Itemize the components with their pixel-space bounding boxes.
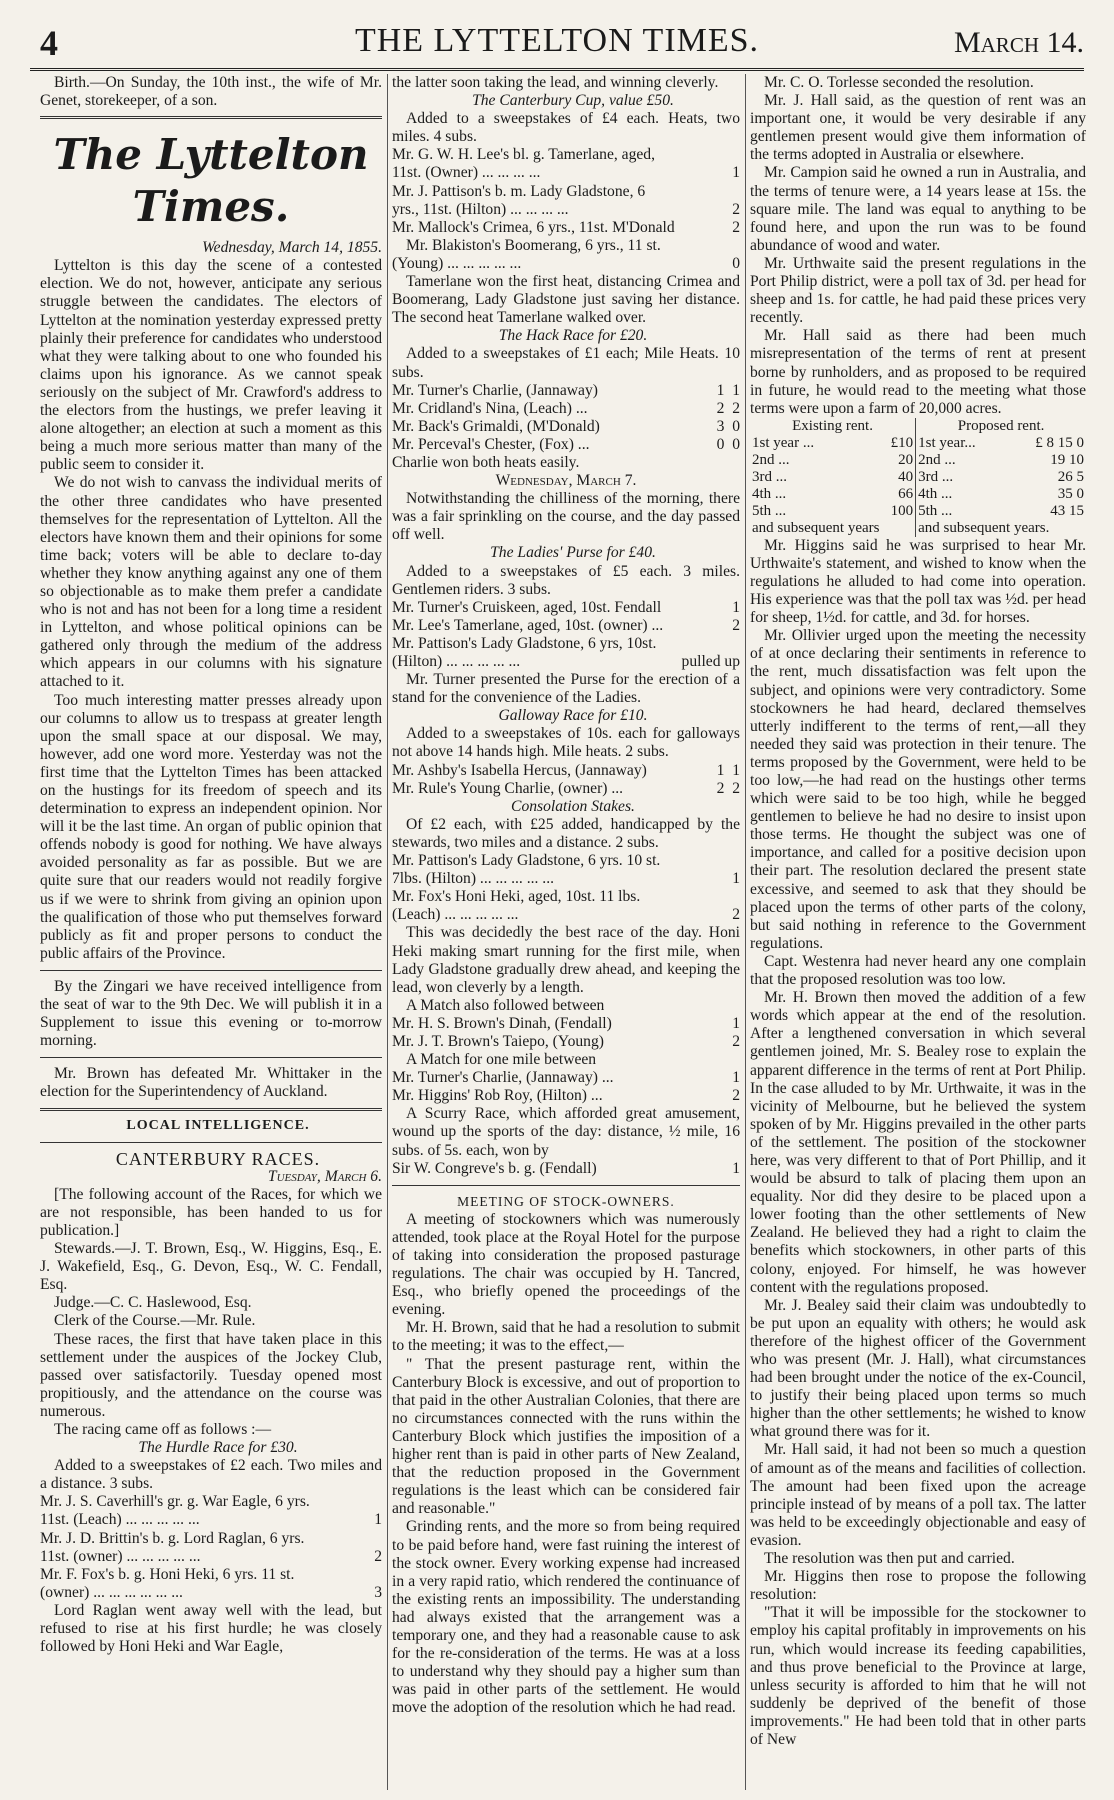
article-heading: MEETING OF STOCK-OWNERS. [457,1193,675,1209]
entry-result: 11st. (Leach) ... ... ... ... ... 1 [40,1511,382,1529]
entry-result: Mr. J. T. Brown's Taiepo, (Young) 2 [392,1032,740,1050]
entry-line: Mr. F. Fox's b. g. Honi Heki, 6 yrs. 11 st. [40,1565,295,1583]
entry-result: 7lbs. (Hilton) ... ... ... ... ... 1 [392,870,740,888]
article-paragraph: [The following account of the Races, for which we are not responsible, has been handed to us for publication.] [40,1185,382,1239]
entry-line: Mr. Fox's Honi Heki, aged, 10st. 11 lbs. [392,888,641,906]
entry-result: Mr. Rule's Young Charlie, (owner) ... 2 2 [392,779,740,797]
rent-table-row: 5th ... 100 5th ... 43 15 [752,502,1084,519]
entry-result: Mr. H. S. Brown's Dinah, (Fendall) 1 [392,1014,740,1032]
article-paragraph: This was decidedly the best race of the day. Honi Heki making smart running for the first mile, when Lady Gladstone gradually drew ahead, and keeping the lead, won cleverly by a length. [392,924,740,996]
rent-table-header: Proposed rent. [916,418,1086,435]
page-number: 4 [40,23,58,63]
issue-date: March 14. [953,26,1084,59]
divider [392,1185,740,1186]
entry-line: Mr. Blakiston's Boomerang, 6 yrs., 11 st. [406,236,661,254]
article-paragraph: Tamerlane won the first heat, distancing Crimea and Boomerang, Lady Gladstone just saving her distance. The second heat Tamerlane walked over. [392,273,740,327]
page-header [30,22,1084,64]
article-paragraph: Mr. Turner presented the Purse for the erection of a stand for the convenience of the Ladies. [392,671,740,707]
divider [40,1108,382,1111]
race-terms: Of £2 each, with £25 added, handicapped by the stewards, two miles and a distance. 2 subs. [392,815,740,851]
article-paragraph: The resolution was then put and carried. [764,1550,1015,1568]
resolution-quote: " That the present pasturage rent, within the Canterbury Block is excessive, and out of proportion to that paid in the other Australian Colonies, that there are no circumstances connected with the runs within the Canterbury Block which justifies the imposition of a higher rent than is paid in other parts of New Zealand, that the reduction proposed in the Government regulations is the least which can be considered fair and reasonable." [392,1355,740,1518]
editorial-paragraph: We do not wish to canvass the individual merits of the other three candidates who have presented themselves for the representation of Lyttelton. All the electors have known them and their opinions for some time back; voters will be able to declare to-day whether they know anything against any one of them so objectionable as to make them prefer a candidate who is not and has not been for a long time a resident in Lyttelton, and whose political opinions can be gathered only through the medium of the address which appears in our columns with his signature attached to it. [40,474,382,691]
article-paragraph: Mr. Hall said as there had been much misrepresentation of the terms of rent at present borne by runholders, and as proposed to be required in future, he would read to the meeting what those terms were upon a farm of 20,000 acres. [750,327,1086,417]
race-title: Consolation Stakes. [511,797,635,815]
race-title: The Hack Race for £20. [498,327,648,345]
section-heading: LOCAL INTELLIGENCE. [126,1117,310,1133]
article-paragraph: Lord Raglan went away well with the lead, but refused to rise at his first hurdle; he was closely followed by Honi Heki and War Eagle, [40,1601,382,1656]
entry-line: Mr. G. W. H. Lee's bl. g. Tamerlane, aged, [392,146,655,164]
article-paragraph: Charlie won both heats easily. [392,453,580,471]
article-paragraph: These races, the first that have taken place in this settlement under the auspices of the Jockey Club, passed over satisfactorily. Tuesday opened most propitiously, and the attendance on the course was numerous. [40,1330,382,1420]
column-1 [40,74,382,1790]
entry-result: Mr. Back's Grimaldi, (M'Donald) 3 0 [392,417,740,435]
article-paragraph: Capt. Westenra had never heard any one complain that the proposed resolution was too low. [750,952,1086,989]
header-rule [30,68,1084,71]
entry-line: Mr. J. S. Caverhill's gr. g. War Eagle, 6 yrs. [40,1493,310,1511]
rent-table-footer: and subsequent years [752,519,880,536]
birth-notice: Birth.—On Sunday, the 10th inst., the wife of Mr. Genet, storekeeper, of a son. [40,74,382,110]
article-paragraph: Mr. Higgins then rose to propose the following resolution: [750,1568,1086,1604]
entry-result: Mr. Cridland's Nina, (Leach) ... 2 2 [392,399,740,417]
race-title: The Hurdle Race for £30. [138,1439,298,1457]
article-paragraph: Mr. H. Brown then moved the addition of a few words which appear at the end of the resolution. After a lengthened conversation in which several gentlemen joined, Mr. S. Bealey rose to explain the apparent difference in the terms of rent at Port Philip. In the case alluded to by Mr. Urthwaite, it was in the vicinity of Melbourne, but he believed the system spoken of by Mr. Higgins prevailed in the other parts of the settlement. The position of the stockowner here, was very different to that of Port Phillip, and it would be absurd to talk of placing them upon an equality. Nor did they desire to be placed upon a lower footing than the other settlements of New Zealand. He believed they had a right to claim the benefits which stockowners, in other parts of this colony, enjoyed. For himself, he was however content with the regulations proposed. [750,989,1086,1296]
article-paragraph: A meeting of stockowners which was numerously attended, took place at the Royal Hotel for the purpose of taking into consideration the proposed pasturage regulations. The chair was occupied by H. Tancred, Esq., who briefly opened the proceedings of the evening. [392,1210,740,1319]
rent-table-header: Existing rent. [792,417,873,434]
race-terms: Added to a sweepstakes of 10s. each for galloways not above 14 hands high. Mile heats. 2 subs. [392,725,740,761]
entry-result: Mr. Turner's Charlie, (Jannaway) 1 1 [392,381,740,399]
column-divider [745,74,746,1790]
race-terms: Added to a sweepstakes of £2 each. Two miles and a distance. 3 subs. [40,1457,382,1493]
article-date: Tuesday, March 6. [267,1167,382,1185]
rent-table-row: 2nd ... 20 2nd ... 19 10 [752,451,1084,468]
article-paragraph: Mr. Ollivier urged upon the meeting the necessity of at once declaring their sentiments in reference to the rent, much dissatisfaction was felt upon the subject, and opinions were very contradictory. Some stockowners he had heard, declared themselves utterly indifferent to the terms of rent,—all they needed they said was protection in their tenure. The terms proposed by the Government, were held to be too low,—he had read on the hustings other terms which were said to be too high, while he begged gentlemen to believe he had no desire to insist upon those terms. He thought the subject was one of importance, and called for a positive decision upon their part. The resolution declared the present state excessive, and seemed to ask that they should be placed upon the terms of other parts of the colony, but said nothing in reference to the Government regulations. [750,627,1086,952]
race-terms: Added to a sweepstakes of £5 each. 3 miles. Gentlemen riders. 3 subs. [392,562,740,598]
entry-result: Mr. Lee's Tamerlane, aged, 10st. (owner) ... 2 [392,616,740,634]
race-title: Galloway Race for £10. [498,707,648,725]
entry-result: Sir W. Congreve's b. g. (Fendall) 1 [392,1159,740,1177]
race-title: The Canterbury Cup, value £50. [472,92,674,110]
article-paragraph: Mr. J. Hall said, as the question of rent was an important one, it would be very desirable if any gentlemen present would give them information of the terms adopted in Australia or elsewhere. [750,92,1086,164]
article-paragraph: Mr. C. O. Torlesse seconded the resolution. [764,74,1034,91]
rent-table-footer: and subsequent years. [916,520,1086,537]
entry-result: (owner) ... ... ... ... ... ... 3 [40,1583,382,1601]
article-paragraph: Mr. Higgins said he was surprised to hear Mr. Urthwaite's statement, and wished to know when the regulations he alluded to had come into operation. His experience was that the poll tax was ½d. per head for sheep, 1½d. for cattle, and 3d. for horses. [750,536,1086,627]
divider [40,970,382,971]
article-paragraph: Mr. Hall said, it had not been so much a question of amount as of the means and facilities of collection. The amount had been fixed upon the acreage principle instead of by means of a poll tax. The latter was held to be exceedingly objectionable and easy of evasion. [750,1441,1086,1549]
rent-table-row: 3rd ... 40 3rd ... 26 5 [752,468,1084,485]
article-date: Wednesday, March 7. [495,472,637,490]
entry-line: Mr. J. Pattison's b. m. Lady Gladstone, 6 [392,182,646,200]
article-paragraph: the latter soon taking the lead, and winning cleverly. [392,74,719,91]
article-paragraph: The racing came off as follows :— [54,1421,272,1438]
news-paragraph: By the Zingari we have received intelligence from the seat of war to the 9th Dec. We will publish it in a Supplement to issue this evening or to-morrow morning. [40,977,382,1050]
newspaper-title: THE LYTTELTON TIMES. [354,22,760,59]
dateline: Wednesday, March 14, 1855. [202,239,382,257]
entry-line: Mr. Pattison's Lady Gladstone, 6 yrs. 10 st. [392,852,661,870]
divider [40,116,382,119]
entry-result: Mr. Ashby's Isabella Hercus, (Jannaway) 1 1 [392,761,740,779]
entry-result: (Hilton) ... ... ... ... ... pulled up [392,653,740,670]
race-terms: Added to a sweepstakes of £4 each. Heats, two miles. 4 subs. [392,110,740,146]
race-terms: Added to a sweepstakes of £1 each; Mile Heats. 10 subs. [392,345,740,381]
column-3 [750,74,1086,1790]
resolution-quote: "That it will be impossible for the stockowner to employ his capital profitably in improvements on his run, which would increase its feeding capabilities, and thus prove beneficial to the Province at large, unless security is afforded to him that he will not suddenly be deprived of the benefit of those improvements." He had been told that in other parts of New [750,1604,1086,1748]
article-paragraph: A Match also followed between [406,996,605,1014]
entry-result: Mr. Turner's Cruiskeen, aged, 10st. Fendall 1 [392,598,740,616]
entry-line: Mr. Pattison's Lady Gladstone, 6 yrs, 10st. [392,634,657,652]
news-paragraph: Mr. Brown has defeated Mr. Whittaker in the election for the Superintendency of Auckland. [40,1065,382,1101]
race-title: The Ladies' Purse for £40. [490,544,656,562]
article-paragraph: A Match for one mile between [406,1051,597,1069]
entry-result: (Young) ... ... ... ... ... 0 [392,254,740,272]
editorial-paragraph: Lyttelton is this day the scene of a contested election. We do not, however, anticipate any serious struggle between the candidates. The electors of Lyttelton at the nomination yesterday expressed pretty plainly their preference for candidates who understood what they were talking about to one who founded his claims upon his ignorance. As we cannot speak seriously on the subject of Mr. Crawford's address to the electors from the hustings, we prefer leaving it alone altogether; an election at such a moment as this being a much more serious matter than many of the public seem to consider it. [40,257,382,474]
article-paragraph: A Scurry Race, which afforded great amusement, wound up the sports of the day: distance, ½ mile, 16 subs. of 5s. each, won by [392,1105,740,1159]
rent-table-row: 1st year ... £10 1st year... £ 8 15 0 [752,434,1084,451]
entry-result: Mr. Perceval's Chester, (Fox) ... 0 0 [392,435,740,453]
article-paragraph: Mr. J. Bealey said their claim was undoubtedly to be put upon an equality with others; he would ask therefore of the highest officer of the Government who was present (Mr. J. Hall), what circumstances had been brought under the notice of the ex-Council, to justify their being placed upon terms so much higher than the other settlements; he wished to know what ground there was for it. [750,1296,1086,1441]
entry-result: Mr. Mallock's Crimea, 6 yrs., 11st. M'Donald 2 [392,218,740,236]
article-heading: CANTERBURY RACES. [115,1148,321,1169]
column-2 [392,74,740,1790]
entry-line: Mr. J. D. Brittin's b. g. Lord Raglan, 6 yrs. [40,1529,305,1547]
column-divider [387,74,388,1790]
entry-result: yrs., 11st. (Hilton) ... ... ... ... 2 [392,200,740,218]
article-paragraph: Notwithstanding the chilliness of the morning, there was a fair sprinkling on the course, and the day passed off well. [392,490,740,544]
officials-line: Clerk of the Course.—Mr. Rule. [54,1312,256,1330]
rent-table [750,418,1086,537]
entry-result: 11st. (owner) ... ... ... ... ... 2 [40,1547,382,1565]
divider [40,1142,382,1143]
entry-result: Mr. Higgins' Rob Roy, (Hilton) ... 2 [392,1087,740,1105]
officials-line: Stewards.—J. T. Brown, Esq., W. Higgins, Esq., E. J. Wakefield, Esq., G. Devon, Esq., W. C. Fendall, Esq. [40,1240,382,1294]
article-paragraph: Grinding rents, and the more so from being required to be paid before hand, were fast ruining the interest of the stock owner. Every working expense had increased in a very rapid ratio, which rendered the continuance of the existing rents an impossibility. The understanding had always existed that the arrangement was a temporary one, and they had a reasonable cause to ask for the re-consideration of the terms. He was at a loss to understand why they should pay a higher sum than was paid in other parts of the settlement. He would move the adoption of the resolution which he had read. [392,1518,740,1717]
article-paragraph: Mr. Campion said he owned a run in Australia, and the terms of tenure were, a 14 years lease at 15s. the square mile. The land was equal to anything to be found here, and upon the run was to be found abundance of wood and water. [750,164,1086,254]
masthead: The Lyttelton Times. [53,130,369,232]
divider [40,1057,382,1058]
entry-result: Mr. Turner's Charlie, (Jannaway) ... 1 [392,1069,740,1087]
article-paragraph: Mr. Urthwaite said the present regulations in the Port Philip district, were a poll tax of 3d. per head for sheep and 1s. for cattle, he had paid these prices very recently. [750,254,1086,327]
entry-result: (Leach) ... ... ... ... ... 2 [392,906,740,924]
rent-table-row: 4th ... 66 4th ... 35 0 [752,485,1084,502]
editorial-paragraph: Too much interesting matter presses already upon our columns to allow us to trespass at greater length upon the small space at our disposal. We may, however, add one word more. Yesterday was not the first time that the Lyttelton Times has been attacked on the hustings for its freedom of speech and its determination to express an independent opinion. Nor will it be the last time. An organ of public opinion that offends nobody is good for nothing. We have always avoided personality as far as possible. But we are quite sure that our readers would not readily forgive us if we were to shrink from giving an opinion upon the qualification of those who put themselves forward publicly as fit and proper persons to conduct the public affairs of the Province. [40,691,382,962]
officials-line: Judge.—C. C. Haslewood, Esq. [54,1294,252,1312]
entry-result: 11st. (Owner) ... ... ... ... 1 [392,164,740,182]
article-paragraph: Mr. H. Brown, said that he had a resolution to submit to the meeting; it was to the effect,— [392,1319,740,1355]
